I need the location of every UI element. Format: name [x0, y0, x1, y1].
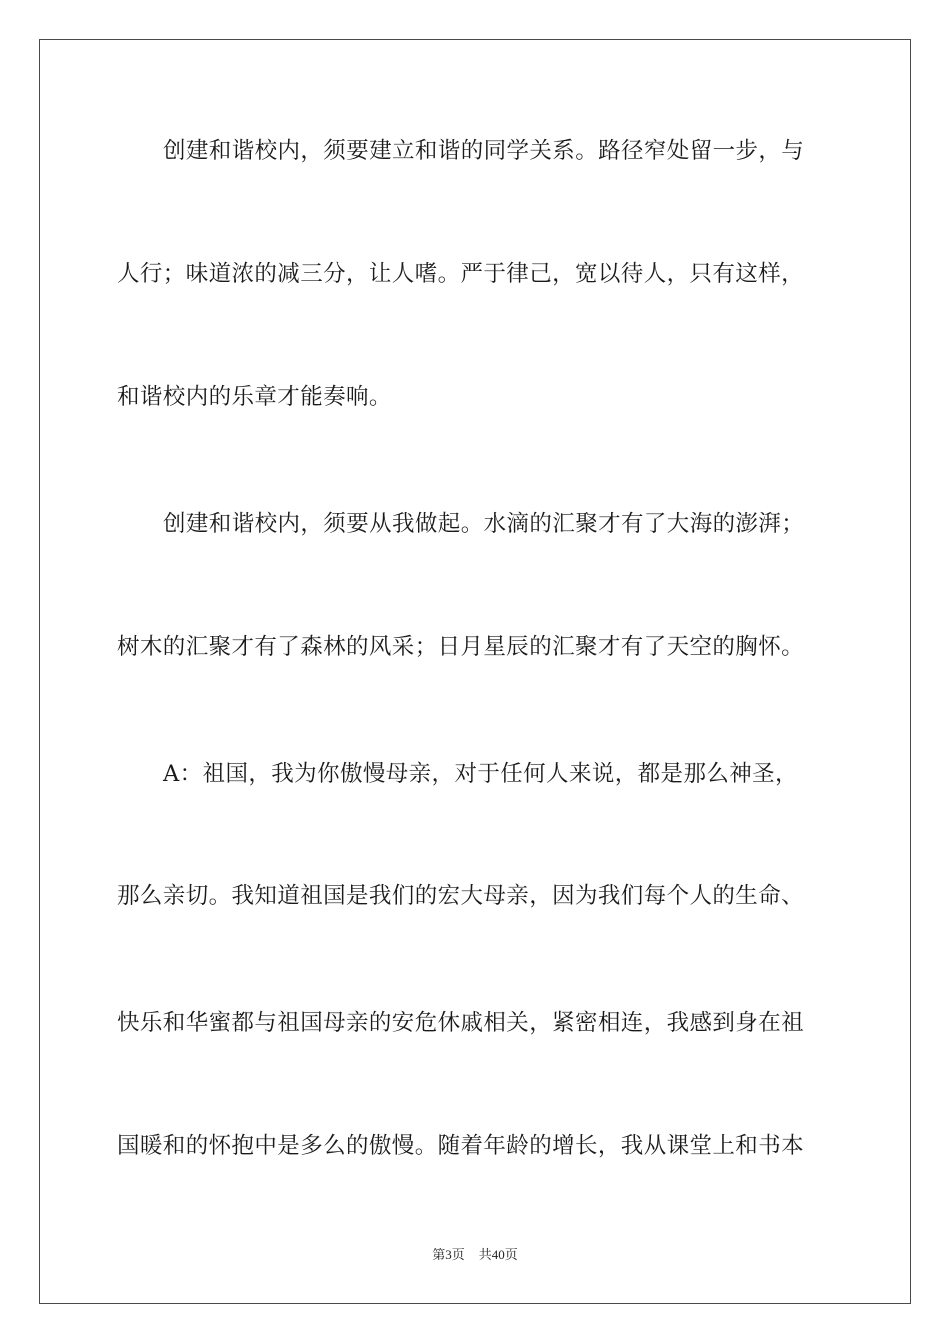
page-border — [39, 39, 911, 1304]
paragraph-line: 树木的汇聚才有了森林的风采；日月星辰的汇聚才有了天空的胸怀。 — [117, 634, 805, 660]
page-number: 第3页 — [432, 1247, 465, 1262]
paragraph-line: 国暖和的怀抱中是多么的傲慢。随着年龄的增长，我从课堂上和书本 — [117, 1133, 805, 1159]
paragraph-line: 快乐和华蜜都与祖国母亲的安危休戚相关，紧密相连，我感到身在祖 — [117, 1010, 805, 1036]
paragraph-line: 那么亲切。我知道祖国是我们的宏大母亲，因为我们每个人的生命、 — [117, 883, 805, 909]
paragraph-line: 和谐校内的乐章才能奏响。 — [117, 384, 392, 410]
page-footer — [0, 1246, 950, 1264]
paragraph-line: A：祖国，我为你傲慢母亲，对于任何人来说，都是那么神圣， — [163, 761, 798, 787]
paragraph-line: 创建和谐校内，须要从我做起。水滴的汇聚才有了大海的澎湃； — [163, 511, 805, 537]
page-total: 共40页 — [478, 1247, 518, 1262]
paragraph-line: 创建和谐校内，须要建立和谐的同学关系。路径窄处留一步，与 — [163, 138, 805, 164]
paragraph-line: 人行；味道浓的减三分，让人嗜。严于律己，宽以待人，只有这样， — [117, 261, 805, 287]
